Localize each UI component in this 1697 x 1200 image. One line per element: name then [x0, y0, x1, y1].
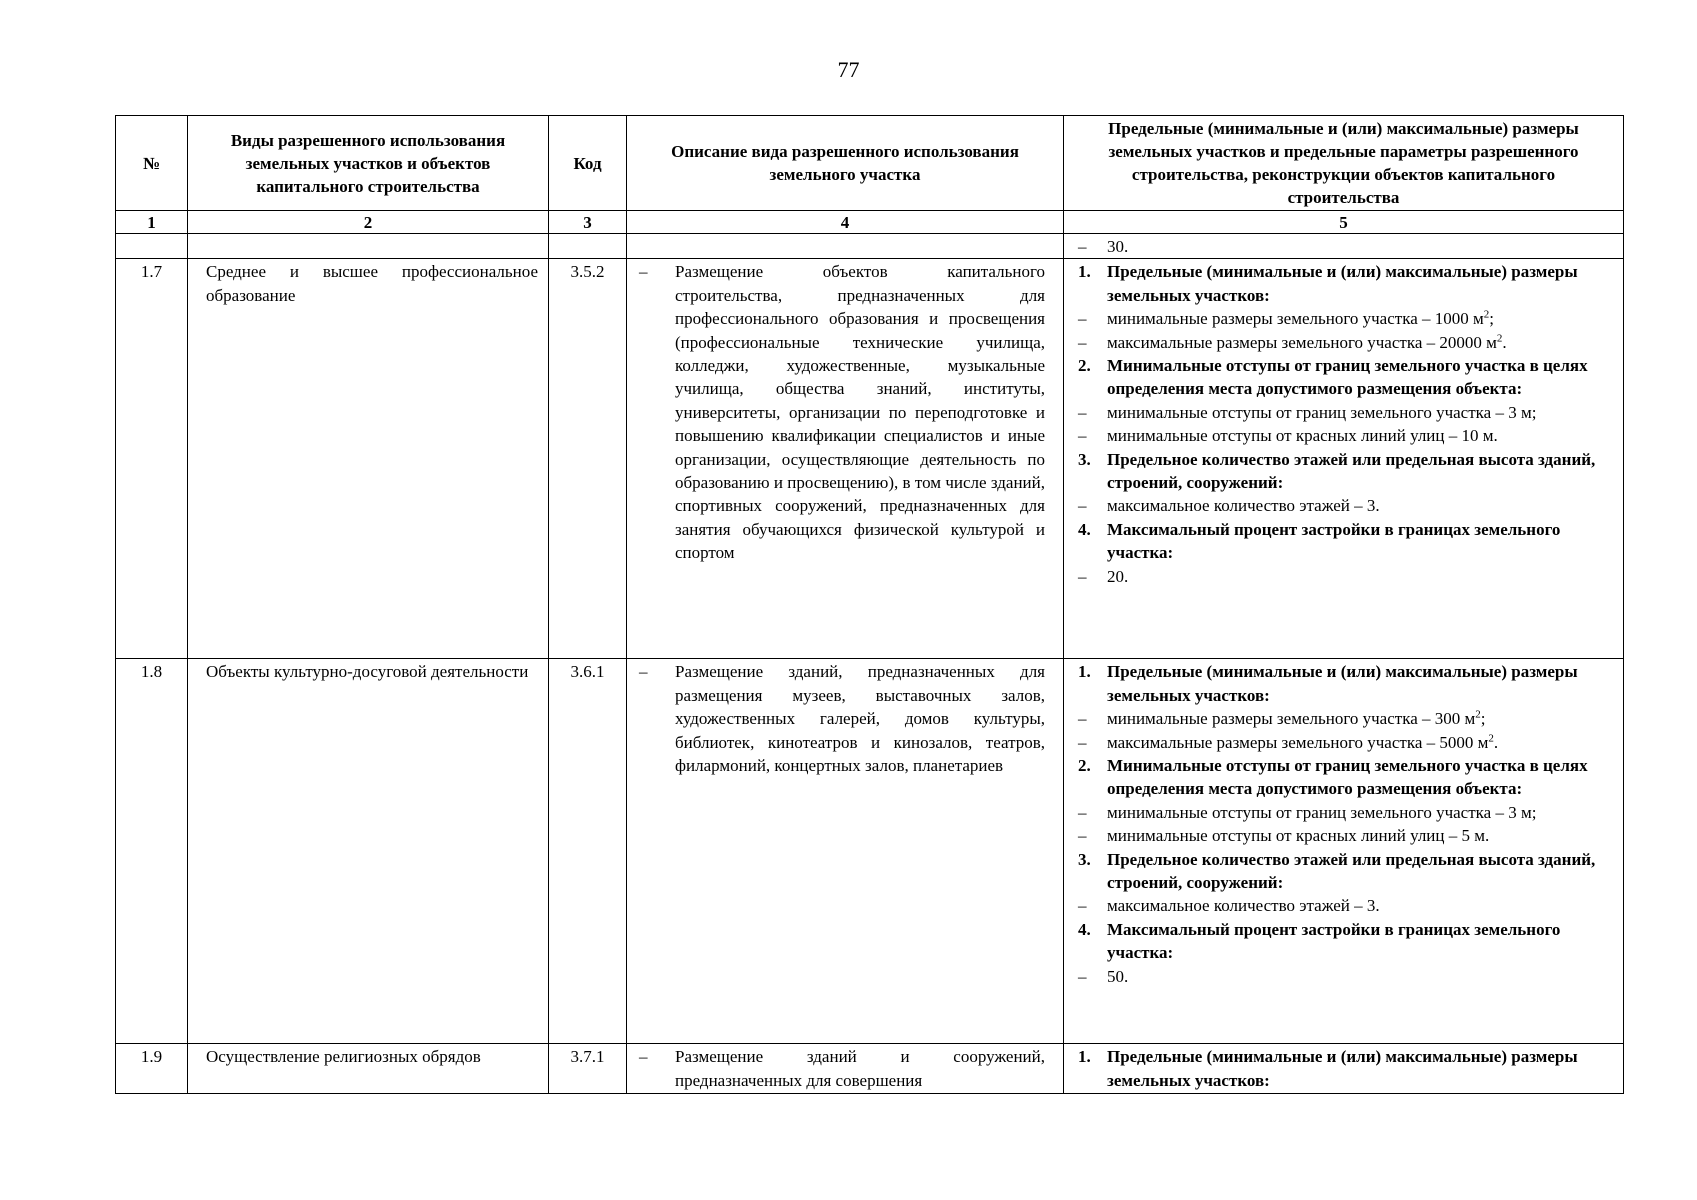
description-text: Размещение зданий, предназначенных для размещения музеев, выставочных залов, художественных галерей, домов культуры, библиотек, кинотеатров и кинозалов, театров, филармоний, концертных залов, планетариев [675, 662, 1045, 776]
page-number: 77 [837, 57, 860, 82]
limit-text: 50. [1107, 966, 1129, 986]
limit-text: максимальное количество этажей – 3. [1107, 896, 1380, 916]
unit-superscript: 2 [1483, 308, 1490, 321]
row-number: 1.8 [116, 659, 188, 1044]
use-type-name: Среднее и высшее профессиональное образование [188, 259, 549, 659]
limit-item [1078, 401, 1615, 424]
limit-text: Предельное количество этажей или предельная высота зданий, строений, сооружений: [1107, 849, 1596, 893]
limit-text: 20. [1107, 566, 1129, 586]
limit-item [1078, 824, 1615, 847]
limit-item [1078, 494, 1615, 517]
limit-item [1078, 894, 1615, 917]
dash-marker: – [639, 262, 648, 282]
dash-marker: – [1078, 237, 1087, 256]
limit-item [1078, 801, 1615, 824]
dash-marker: – [1078, 426, 1087, 446]
header-use-type: Виды разрешенного использования земельных участков и объектов капитального строительства [188, 116, 549, 211]
number-marker: 3. [1078, 849, 1091, 869]
limit-heading [1078, 518, 1615, 565]
limit-punctuation: ; [1480, 709, 1486, 729]
limit-punctuation: . [1502, 332, 1507, 352]
dash-marker: – [1078, 566, 1087, 586]
limit-punctuation: ; [1489, 309, 1494, 329]
limit-heading [1078, 448, 1615, 495]
number-marker: 1. [1078, 262, 1091, 282]
limit-text: Предельные (минимальные и (или) максимальные) размеры земельных участков: [1107, 662, 1578, 705]
limit-item [1078, 965, 1615, 988]
dash-marker: – [1078, 709, 1087, 729]
number-marker: 3. [1078, 449, 1091, 469]
dash-marker: – [1078, 896, 1087, 916]
limit-heading [1078, 260, 1615, 307]
table-row [116, 259, 1624, 659]
row-number: 1.9 [116, 1044, 188, 1094]
number-marker: 2. [1078, 756, 1091, 776]
limit-text: максимальные размеры земельного участка – 5000 м [1107, 732, 1489, 752]
dash-marker: – [1078, 732, 1087, 752]
limit-text: минимальные отступы от границ земельного участка – 3 м; [1107, 402, 1537, 422]
limit-text: Максимальный процент застройки в границах земельного участка: [1107, 519, 1561, 563]
table-row [116, 1044, 1624, 1094]
limit-heading [1078, 354, 1615, 401]
row-number: 1.7 [116, 259, 188, 659]
dash-marker: – [1078, 826, 1087, 846]
column-number: 3 [549, 211, 627, 234]
continuation-cell [1064, 234, 1624, 259]
limit-text: максимальное количество этажей – 3. [1107, 496, 1380, 516]
limit-item [1078, 424, 1615, 447]
use-type-name: Осуществление религиозных обрядов [188, 1044, 549, 1094]
dash-marker: – [1078, 402, 1087, 422]
dash-marker: – [1078, 332, 1087, 352]
limit-text: минимальные размеры земельного участка – 1000 м [1107, 309, 1484, 329]
number-marker: 2. [1078, 356, 1091, 376]
unit-superscript: 2 [1496, 331, 1503, 344]
column-number: 4 [627, 211, 1064, 234]
continuation-text: 30. [1107, 237, 1129, 256]
column-number: 5 [1064, 211, 1624, 234]
land-use-table [115, 115, 1624, 1094]
limit-heading [1078, 918, 1615, 965]
use-type-description [627, 659, 1064, 1044]
limits-cell [1064, 1044, 1624, 1094]
use-type-description [627, 259, 1064, 659]
dash-marker: – [639, 1047, 648, 1067]
dash-marker: – [639, 662, 648, 682]
limit-heading [1078, 754, 1615, 801]
unit-superscript: 2 [1488, 731, 1494, 744]
use-type-code: 3.6.1 [549, 659, 627, 1044]
limit-text: минимальные размеры земельного участка – 300 м [1107, 709, 1476, 729]
limit-text: Максимальный процент застройки в границах земельного участка: [1107, 919, 1561, 963]
dash-marker: – [1078, 309, 1087, 329]
dash-marker: – [1078, 966, 1087, 986]
limit-item [1078, 565, 1615, 588]
use-type-description [627, 1044, 1064, 1094]
use-type-code: 3.5.2 [549, 259, 627, 659]
description-text: Размещение зданий и сооружений, предназначенных для совершения [675, 1047, 1045, 1090]
limit-item [1078, 331, 1615, 354]
number-marker: 1. [1078, 1047, 1091, 1067]
header-number: № [116, 116, 188, 211]
limits-cell [1064, 659, 1624, 1044]
limit-punctuation: . [1493, 732, 1499, 752]
limit-text: максимальные размеры земельного участка – 20000 м [1107, 332, 1497, 352]
header-code: Код [549, 116, 627, 211]
header-description: Описание вида разрешенного использования земельного участка [627, 116, 1064, 211]
limits-cell [1064, 259, 1624, 659]
limit-item [1078, 307, 1615, 330]
limit-heading [1078, 660, 1615, 707]
limit-text: Предельные (минимальные и (или) максимальные) размеры земельных участков: [1107, 1047, 1578, 1090]
limit-item [1078, 731, 1615, 754]
column-number: 1 [116, 211, 188, 234]
column-number-row [116, 211, 1624, 234]
description-text: Размещение объектов капитального строительства, предназначенных для профессионального образования и просвещения (профессиональные технические училища, колледжи, художественные, музыкальные училища, общества знаний, институты, университеты, организации по переподготовке и повышению квалификации специалистов и иные организации, осуществляющие деятельность по образованию и просвещению), в том числе зданий, спортивных сооружений, предназначенных для занятия обучающихся физической культурой и спортом [675, 262, 1045, 563]
number-marker: 4. [1078, 519, 1091, 539]
unit-superscript: 2 [1475, 708, 1481, 721]
header-row [116, 116, 1624, 211]
use-type-code: 3.7.1 [549, 1044, 627, 1094]
continuation-row [116, 234, 1624, 259]
limit-text: Минимальные отступы от границ земельного участка в целях определения места допустимого размещения объекта: [1107, 356, 1588, 399]
dash-marker: – [1078, 802, 1087, 822]
dash-marker: – [1078, 496, 1087, 516]
limit-text: минимальные отступы от красных линий улиц – 10 м. [1107, 426, 1498, 446]
limit-text: минимальные отступы от границ земельного участка – 3 м; [1107, 802, 1537, 822]
use-type-name: Объекты культурно-досуговой деятельности [188, 659, 549, 1044]
limit-heading [1078, 1045, 1615, 1092]
number-marker: 1. [1078, 662, 1091, 682]
limit-text: Предельное количество этажей или предельная высота зданий, строений, сооружений: [1107, 449, 1596, 493]
limit-text: Предельные (минимальные и (или) максимальные) размеры земельных участков: [1107, 262, 1578, 305]
header-limits: Предельные (минимальные и (или) максимальные) размеры земельных участков и предельные параметры разрешенного строительства, реконструкции объектов капитального строительства [1064, 116, 1624, 211]
limit-text: Минимальные отступы от границ земельного участка в целях определения места допустимого размещения объекта: [1107, 756, 1588, 799]
number-marker: 4. [1078, 919, 1091, 939]
limit-text: минимальные отступы от красных линий улиц – 5 м. [1107, 826, 1490, 846]
column-number: 2 [188, 211, 549, 234]
limit-item [1078, 707, 1615, 730]
limit-heading [1078, 848, 1615, 895]
table-row [116, 659, 1624, 1044]
